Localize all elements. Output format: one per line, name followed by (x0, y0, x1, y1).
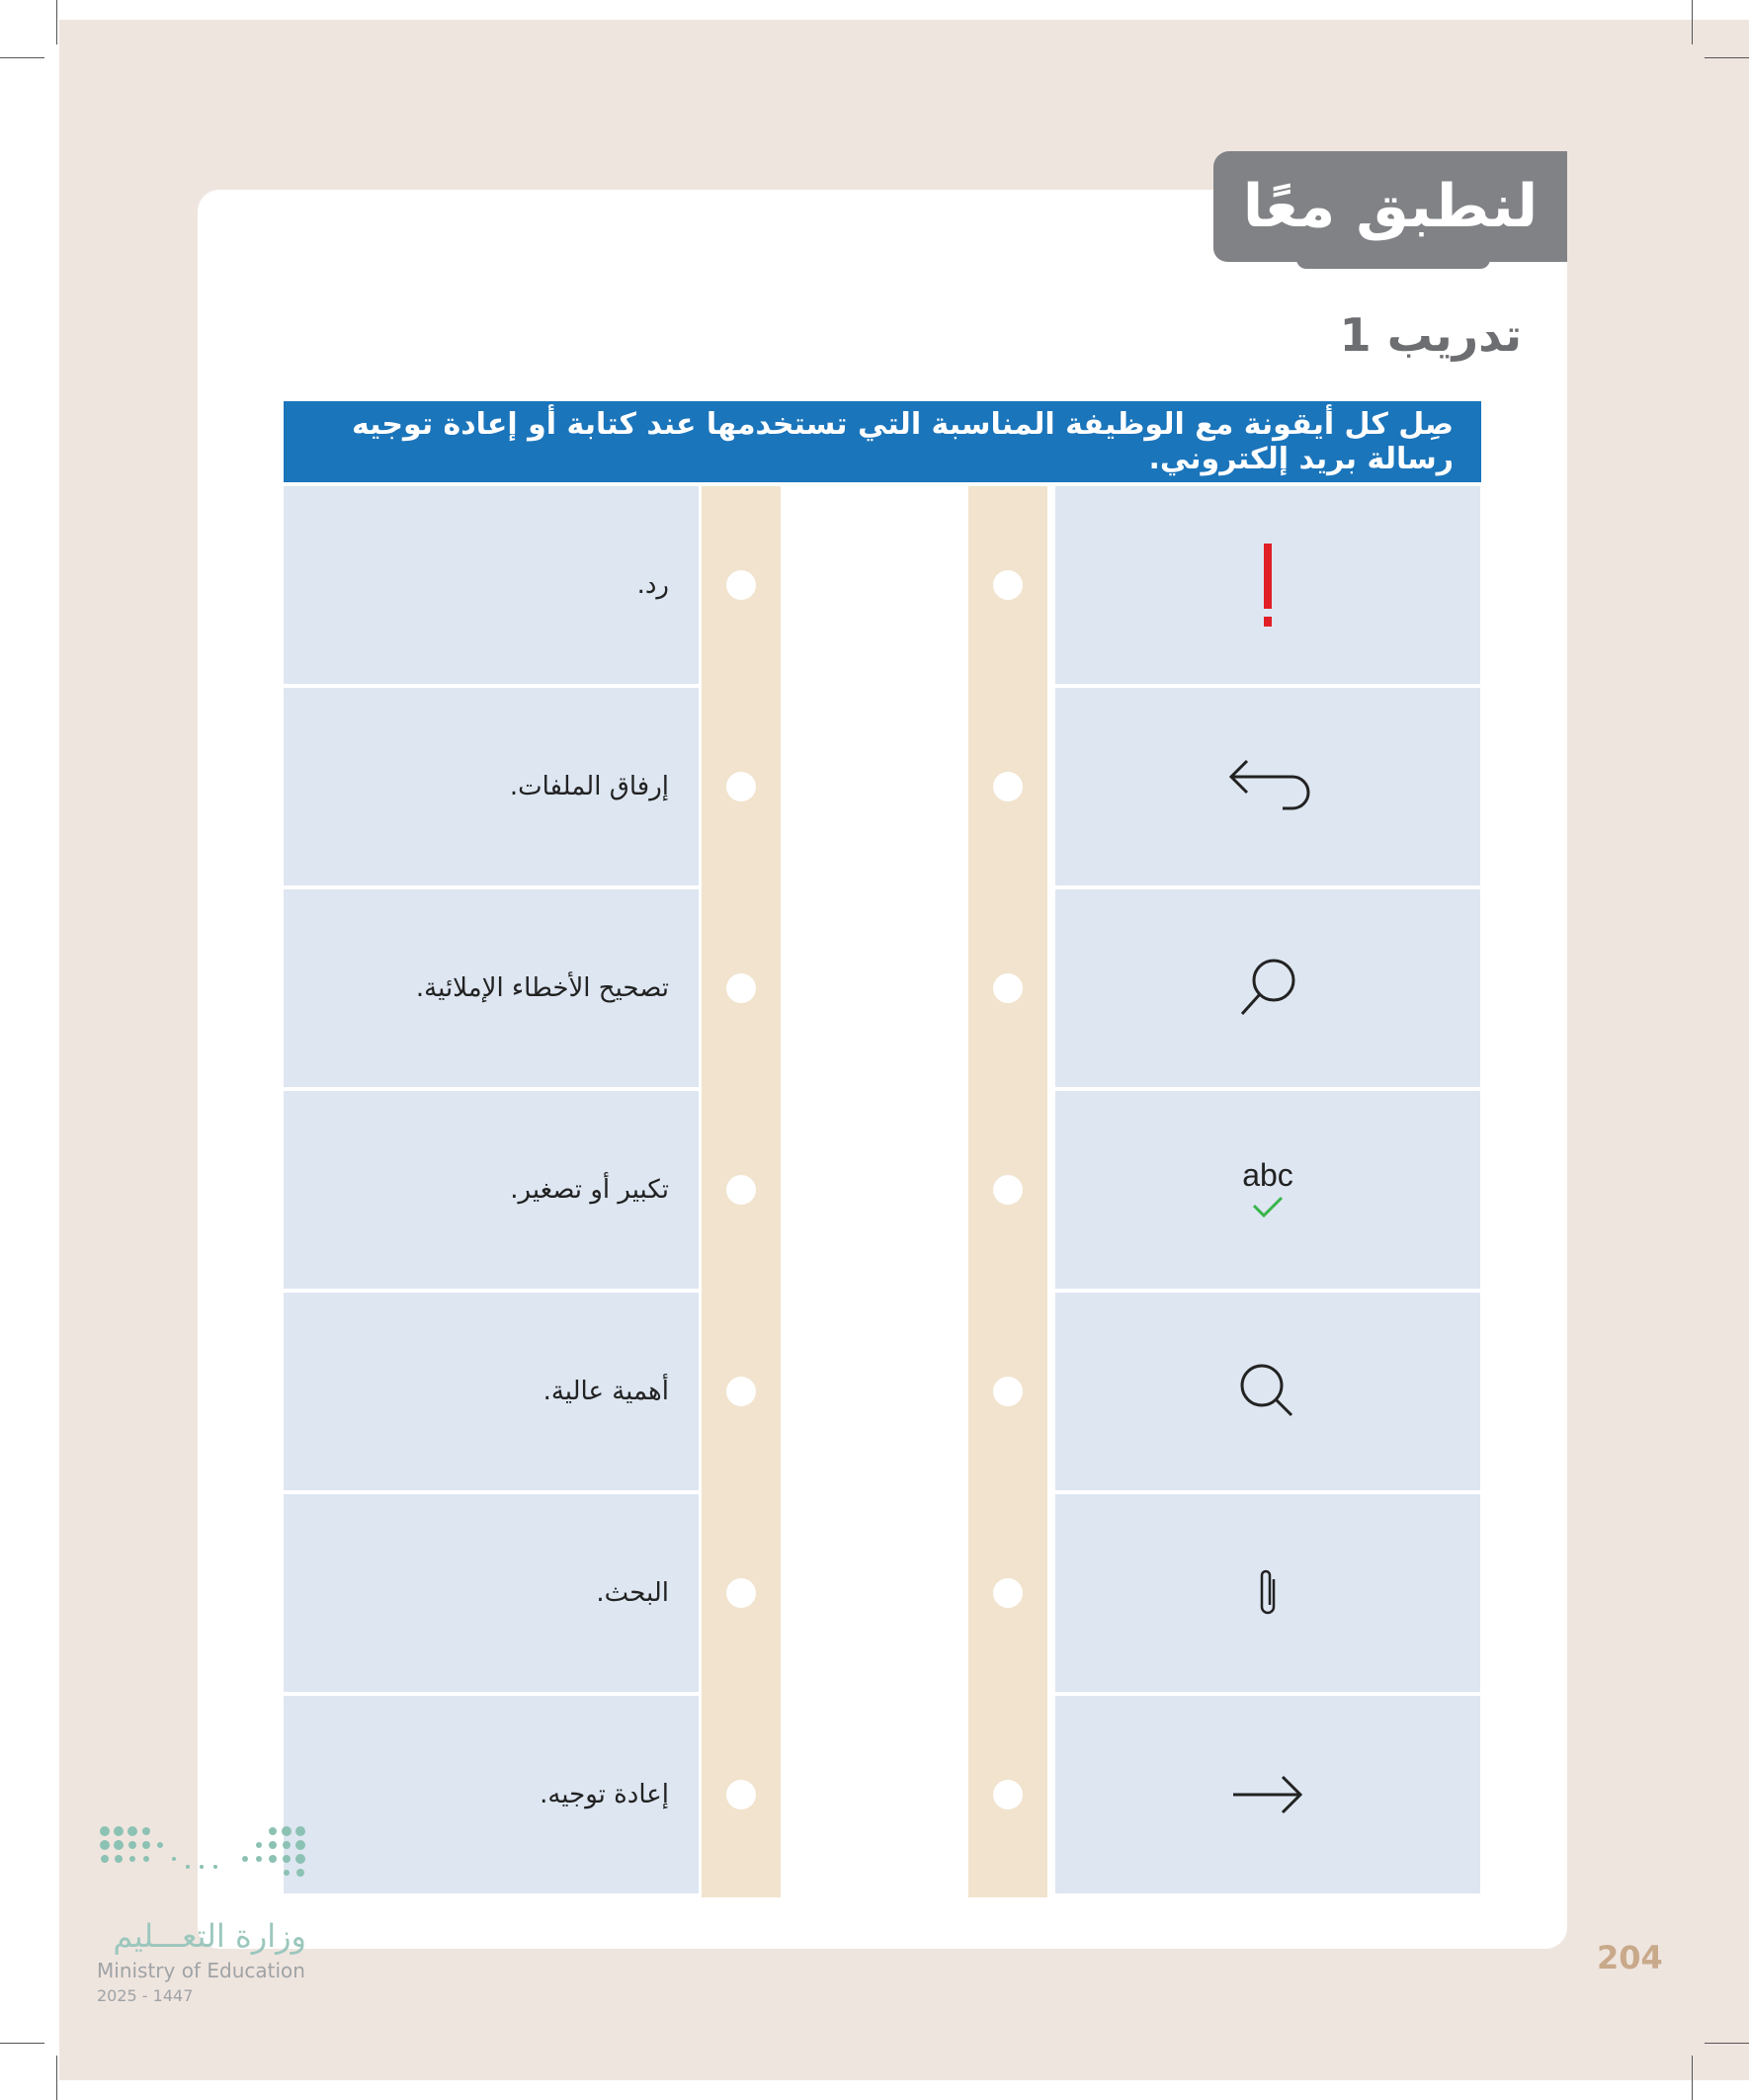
reply-icon (1223, 747, 1312, 826)
crop-mark (56, 0, 57, 44)
icon-cell-1 (1055, 486, 1480, 684)
function-label: تكبير أو تصغير. (510, 1175, 669, 1205)
function-label: البحث. (596, 1578, 669, 1608)
crop-mark (0, 2043, 44, 2044)
icon-cell-5 (1055, 1293, 1480, 1490)
edition-year: 2025 - 1447 (97, 1986, 194, 2005)
zoom-icon (1228, 1352, 1307, 1431)
search-tilted-icon (1228, 949, 1307, 1028)
function-connector-dot-3[interactable] (726, 973, 756, 1003)
icon-connector-dot-2[interactable] (993, 772, 1023, 801)
function-label: إعادة توجيه. (540, 1780, 669, 1809)
icon-connector-dot-5[interactable] (993, 1377, 1023, 1406)
function-connector-dot-2[interactable] (726, 772, 756, 801)
icon-cell-2 (1055, 688, 1480, 885)
function-connector-dot-4[interactable] (726, 1175, 756, 1205)
ministry-logo-icon (97, 1823, 309, 1892)
icon-connector-dot-4[interactable] (993, 1175, 1023, 1205)
ministry-logo-text (97, 1917, 306, 2005)
function-cell-1 (284, 486, 699, 684)
ministry-name-en: Ministry of Education (97, 1959, 305, 1982)
icon-cell-6 (1055, 1494, 1480, 1692)
function-cell-6 (284, 1494, 699, 1692)
function-connector-dot-1[interactable] (726, 570, 756, 600)
forward-arrow-icon (1223, 1765, 1312, 1824)
crop-mark (56, 2056, 57, 2100)
instruction-bar (284, 401, 1481, 482)
exclamation-icon (1248, 536, 1288, 634)
function-connector-dot-7[interactable] (726, 1780, 756, 1809)
function-cell-4 (284, 1091, 699, 1289)
crop-mark (0, 57, 44, 58)
icon-cell-7 (1055, 1696, 1480, 1893)
function-dot-strip (702, 486, 781, 1897)
instruction-text: صِل كل أيقونة مع الوظيفة المناسبة التي تستخدمها عند كتابة أو إعادة توجيه رسالة بريد إلكتروني. (351, 407, 1454, 476)
paperclip-icon (1248, 1563, 1288, 1623)
exercise-title: تدريب 1 (1339, 308, 1522, 362)
function-label: تصحيح الأخطاء الإملائية. (415, 973, 669, 1003)
icon-cell-3 (1055, 889, 1480, 1087)
crop-mark (1692, 2056, 1693, 2100)
icon-dot-strip (968, 486, 1047, 1897)
spell-check-icon (1242, 1157, 1293, 1223)
icon-column (1055, 486, 1480, 1899)
function-label: أهمية عالية. (542, 1377, 669, 1406)
function-cell-7 (284, 1696, 699, 1893)
function-label: رد. (636, 570, 669, 600)
icon-connector-dot-6[interactable] (993, 1578, 1023, 1608)
function-cell-3 (284, 889, 699, 1087)
page-number: 204 (1597, 1939, 1663, 1976)
crop-mark (1692, 0, 1693, 44)
function-connector-dot-5[interactable] (726, 1377, 756, 1406)
check-mark-icon (1248, 1194, 1288, 1219)
icon-cell-4 (1055, 1091, 1480, 1289)
function-column (284, 486, 699, 1899)
icon-connector-dot-7[interactable] (993, 1780, 1023, 1809)
icon-connector-dot-3[interactable] (993, 973, 1023, 1003)
icon-connector-dot-1[interactable] (993, 570, 1023, 600)
ministry-name-ar: وزارة التعـــليم (113, 1917, 306, 1955)
function-cell-5 (284, 1293, 699, 1490)
crop-mark (1705, 57, 1749, 58)
function-connector-dot-6[interactable] (726, 1578, 756, 1608)
section-title: لنطبق معًا (1242, 172, 1539, 241)
function-cell-2 (284, 688, 699, 885)
function-label: إرفاق الملفات. (509, 772, 669, 801)
spell-check-label: abc (1242, 1156, 1293, 1193)
crop-mark (1705, 2043, 1749, 2044)
